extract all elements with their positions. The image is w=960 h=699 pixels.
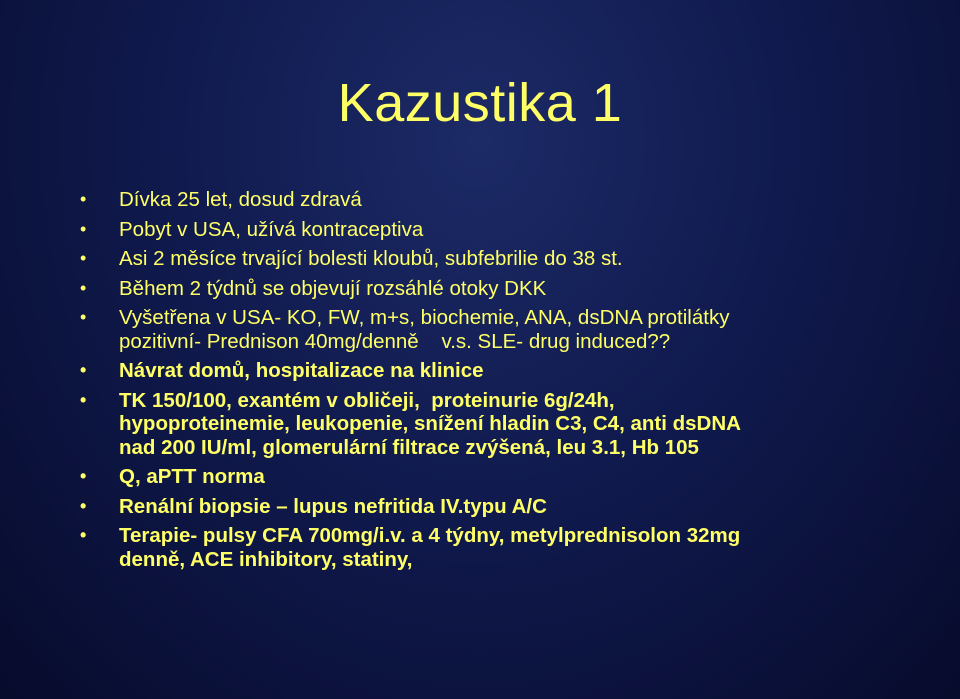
bullet-text: Návrat domů, hospitalizace na klinice bbox=[119, 359, 484, 382]
bullet-dot-icon: • bbox=[80, 277, 87, 298]
bullet-dot-icon: • bbox=[80, 495, 87, 516]
bullet-dot-icon: • bbox=[80, 218, 87, 239]
bullet-dot-icon: • bbox=[80, 525, 87, 545]
slide-title: Kazustika 1 bbox=[337, 73, 623, 133]
bullet-text: Asi 2 měsíce trvající bolesti kloubů, subfebrilie do 38 st. bbox=[119, 247, 623, 270]
bullet-text: Dívka 25 let, dosud zdravá bbox=[119, 188, 362, 211]
bullet-item bbox=[78, 188, 898, 212]
bullet-dot-icon: • bbox=[80, 466, 87, 486]
bullet-dot-icon: • bbox=[80, 248, 87, 268]
bullet-text-line: Terapie- pulsy CFA 700mg/i.v. a 4 týdny, metylprednisolon 32mg bbox=[119, 524, 741, 547]
bullet-item bbox=[78, 247, 898, 271]
bullet-item bbox=[78, 218, 898, 242]
bullet-text-line: TK 150/100, exantém v obličeji, proteinurie 6g/24h, bbox=[119, 388, 615, 412]
bullet-text: Q, aPTT norma bbox=[119, 465, 265, 488]
bullet-dot-icon: • bbox=[80, 189, 87, 209]
bullet-dot-icon: • bbox=[80, 360, 87, 380]
bullet-item bbox=[78, 465, 898, 489]
bullet-item bbox=[78, 359, 898, 383]
bullet-text: Renální biopsie – lupus nefritida IV.typu A/C bbox=[119, 494, 547, 518]
bullet-text-line: Vyšetřena v USA- KO, FW, m+s, biochemie, ANA, dsDNA protilátky bbox=[119, 306, 730, 329]
bullet-dot-icon: • bbox=[80, 389, 87, 410]
bullet-item bbox=[78, 306, 898, 353]
bullet-item bbox=[78, 277, 898, 301]
bullet-item bbox=[78, 495, 898, 519]
bullet-dot-icon: • bbox=[80, 307, 87, 327]
bullet-text-line: hypoproteinemie, leukopenie, snížení hladin C3, C4, anti dsDNA bbox=[119, 412, 741, 435]
bullet-list bbox=[78, 188, 898, 577]
bullet-text: Během 2 týdnů se objevují rozsáhlé otoky DKK bbox=[119, 276, 547, 300]
bullet-item bbox=[78, 524, 898, 571]
bullet-item bbox=[78, 389, 898, 460]
bullet-text: Pobyt v USA, užívá kontraceptiva bbox=[119, 217, 424, 241]
bullet-text-line: denně, ACE inhibitory, statiny, bbox=[119, 547, 413, 571]
bullet-text-line: pozitivní- Prednison 40mg/denně v.s. SLE- drug induced?? bbox=[119, 329, 671, 353]
bullet-text-line: nad 200 IU/ml, glomerulární filtrace zvýšená, leu 3.1, Hb 105 bbox=[119, 435, 699, 459]
